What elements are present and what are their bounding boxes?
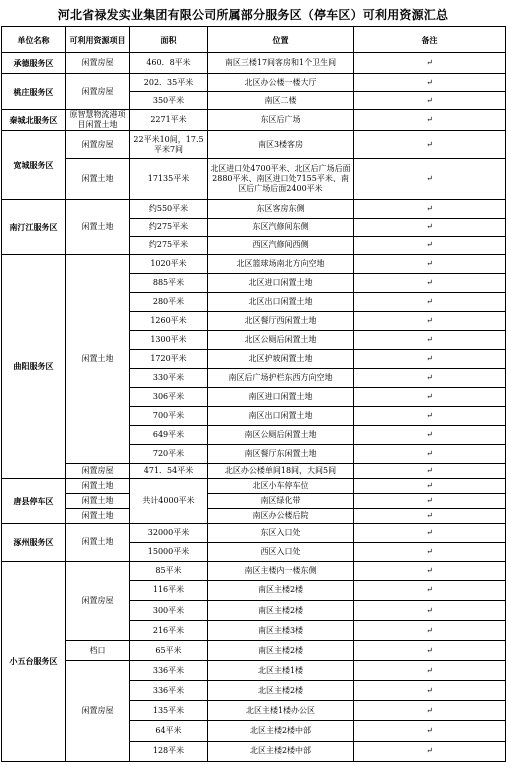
resource-type-cell: 档口: [66, 641, 130, 661]
remarks-cell: ↵: [354, 292, 506, 311]
resource-type-cell: 闲置土地: [66, 523, 130, 561]
table-row: [2, 561, 506, 580]
remarks-cell: ↵: [354, 331, 506, 350]
unit-name-cell: 桃庄服务区: [2, 74, 66, 110]
area-cell: 135平米: [130, 701, 208, 721]
remarks-cell: ↵: [354, 92, 506, 110]
area-cell: 15000平米: [130, 542, 208, 561]
table-row: [2, 131, 506, 159]
area-cell: 216平米: [130, 621, 208, 641]
table-row: [2, 523, 506, 542]
remarks-cell: ↵: [354, 600, 506, 620]
table-row: [2, 478, 506, 493]
location-cell: 北区进口闲置土地: [208, 273, 354, 292]
remarks-cell: ↵: [354, 350, 506, 369]
header-location: 位置: [208, 27, 354, 53]
area-cell: 共计4000平米: [130, 478, 208, 523]
location-cell: 北区主楼2楼中部: [208, 741, 354, 761]
location-cell: 北区主楼1楼: [208, 661, 354, 681]
remarks-cell: ↵: [354, 369, 506, 388]
resource-type-cell: 闲置土地: [66, 508, 130, 523]
remarks-cell: ↵: [354, 254, 506, 273]
area-cell: 202．35平米: [130, 74, 208, 92]
resource-type-cell: 闲置房屋: [66, 53, 130, 74]
remarks-cell: ↵: [354, 580, 506, 600]
resource-type-cell: 闲置土地: [66, 493, 130, 508]
remarks-cell: ↵: [354, 721, 506, 741]
area-cell: 65平米: [130, 641, 208, 661]
remarks-cell: ↵: [354, 273, 506, 292]
remarks-cell: ↵: [354, 110, 506, 131]
location-cell: 南区主楼2楼: [208, 580, 354, 600]
remarks-cell: ↵: [354, 131, 506, 159]
area-cell: 330平米: [130, 369, 208, 388]
location-cell: 北区公厕后闲置土地: [208, 331, 354, 350]
table-row: [2, 508, 506, 523]
location-cell: 北区篮球场南北方向空地: [208, 254, 354, 273]
resource-type-cell: 闲置房屋: [66, 561, 130, 640]
resource-type-cell: 闲置土地: [66, 199, 130, 254]
area-cell: 720平米: [130, 445, 208, 463]
table-row: [2, 254, 506, 273]
resource-type-cell: 闲置房屋: [66, 661, 130, 762]
location-cell: 南区餐厅东闲置土地: [208, 445, 354, 463]
location-cell: 南区办公楼后院: [208, 508, 354, 523]
remarks-cell: ↵: [354, 478, 506, 493]
remarks-cell: ↵: [354, 621, 506, 641]
remarks-cell: ↵: [354, 542, 506, 561]
remarks-cell: ↵: [354, 312, 506, 331]
area-cell: 306平米: [130, 388, 208, 407]
location-cell: 南区主楼2楼: [208, 641, 354, 661]
resource-type-cell: 闲置房屋: [66, 131, 130, 159]
area-cell: 约275平米: [130, 218, 208, 236]
location-cell: 东区汽修间东侧: [208, 218, 354, 236]
location-cell: 北区小车停车位: [208, 478, 354, 493]
area-cell: 85平米: [130, 561, 208, 580]
remarks-cell: ↵: [354, 445, 506, 463]
location-cell: 北区主楼1楼办公区: [208, 701, 354, 721]
table-row: [2, 110, 506, 131]
area-cell: 1720平米: [130, 350, 208, 369]
area-cell: 128平米: [130, 741, 208, 761]
table-row: [2, 641, 506, 661]
location-cell: 南区主楼3楼: [208, 621, 354, 641]
location-cell: 东区客房东侧: [208, 199, 354, 218]
remarks-cell: ↵: [354, 388, 506, 407]
remarks-cell: ↵: [354, 159, 506, 199]
remarks-cell: ↵: [354, 53, 506, 74]
location-cell: 西区入口处: [208, 542, 354, 561]
header-resource-item: 可利用资源项目: [66, 27, 130, 53]
location-cell: 南区主楼内一楼东侧: [208, 561, 354, 580]
resource-type-cell: 闲置房屋: [66, 74, 130, 110]
location-cell: 南区3楼客房: [208, 131, 354, 159]
area-cell: 460．8平米: [130, 53, 208, 74]
area-cell: 300平米: [130, 600, 208, 620]
unit-name-cell: 宽城服务区: [2, 131, 66, 199]
remarks-cell: ↵: [354, 74, 506, 92]
resource-type-cell: 闲置土地: [66, 159, 130, 199]
location-cell: 东区入口处: [208, 523, 354, 542]
table-row: [2, 53, 506, 74]
area-cell: 64平米: [130, 721, 208, 741]
unit-name-cell: 涿州服务区: [2, 523, 66, 561]
remarks-cell: ↵: [354, 218, 506, 236]
area-cell: 22平米10间，17.5平米7间: [130, 131, 208, 159]
location-cell: 北区出口闲置土地: [208, 292, 354, 311]
unit-name-cell: 唐县停车区: [2, 478, 66, 523]
resource-type-cell: 闲置土地: [66, 478, 130, 493]
table-row: [2, 199, 506, 218]
remarks-cell: ↵: [354, 426, 506, 445]
location-cell: 北区餐厅西闲置土地: [208, 312, 354, 331]
table-row: [2, 661, 506, 681]
area-cell: 649平米: [130, 426, 208, 445]
remarks-cell: ↵: [354, 463, 506, 478]
unit-name-cell: 承德服务区: [2, 53, 66, 74]
resource-table: [1, 26, 506, 762]
remarks-cell: ↵: [354, 641, 506, 661]
location-cell: 南区出口闲置土地: [208, 407, 354, 426]
area-cell: 280平米: [130, 292, 208, 311]
location-cell: 北区进口处4700平米、北区后广场后面2880平米、南区进口处7155平米、南区后广场后面2400平米: [208, 159, 354, 199]
area-cell: 32000平米: [130, 523, 208, 542]
resource-type-cell: 闲置土地: [66, 254, 130, 463]
header-remarks: 备注: [354, 27, 506, 53]
resource-type-cell: 闲置房屋: [66, 463, 130, 478]
area-cell: 17135平米: [130, 159, 208, 199]
remarks-cell: ↵: [354, 493, 506, 508]
location-cell: 北区主楼2楼中部: [208, 721, 354, 741]
area-cell: 2271平米: [130, 110, 208, 131]
location-cell: 南区绿化带: [208, 493, 354, 508]
location-cell: 南区后广场护栏东西方向空地: [208, 369, 354, 388]
location-cell: 西区汽修间西侧: [208, 236, 354, 254]
remarks-cell: ↵: [354, 236, 506, 254]
header-unit-name: 单位名称: [2, 27, 66, 53]
area-cell: 471．54平米: [130, 463, 208, 478]
area-cell: 116平米: [130, 580, 208, 600]
location-cell: 东区后广场: [208, 110, 354, 131]
remarks-cell: ↵: [354, 741, 506, 761]
area-cell: 336平米: [130, 661, 208, 681]
table-row: [2, 463, 506, 478]
area-cell: 350平米: [130, 92, 208, 110]
remarks-cell: ↵: [354, 508, 506, 523]
area-cell: 约275平米: [130, 236, 208, 254]
location-cell: 南区进口闲置土地: [208, 388, 354, 407]
unit-name-cell: 曲阳服务区: [2, 254, 66, 478]
header-row: [2, 27, 506, 53]
area-cell: 885平米: [130, 273, 208, 292]
location-cell: 北区护坡闲置土地: [208, 350, 354, 369]
area-cell: 1020平米: [130, 254, 208, 273]
location-cell: 北区办公楼单间18间，大间5间: [208, 463, 354, 478]
unit-name-cell: 小五台服务区: [2, 561, 66, 761]
table-row: [2, 493, 506, 508]
table-row: [2, 74, 506, 92]
area-cell: 700平米: [130, 407, 208, 426]
unit-name-cell: 南汀江服务区: [2, 199, 66, 254]
resource-type-cell: 原智慧物流港项目闲置土地: [66, 110, 130, 131]
remarks-cell: ↵: [354, 661, 506, 681]
location-cell: 南区公厕后闲置土地: [208, 426, 354, 445]
table-row: [2, 159, 506, 199]
area-cell: 约550平米: [130, 199, 208, 218]
area-cell: 1260平米: [130, 312, 208, 331]
area-cell: 1300平米: [130, 331, 208, 350]
remarks-cell: ↵: [354, 407, 506, 426]
remarks-cell: ↵: [354, 523, 506, 542]
location-cell: 北区办公楼一楼大厅: [208, 74, 354, 92]
table-body: [2, 27, 506, 762]
area-cell: 336平米: [130, 681, 208, 701]
location-cell: 南区三楼17间客房和1个卫生间: [208, 53, 354, 74]
location-cell: 南区二楼: [208, 92, 354, 110]
location-cell: 南区主楼2楼: [208, 600, 354, 620]
remarks-cell: ↵: [354, 681, 506, 701]
location-cell: 北区主楼2楼: [208, 681, 354, 701]
unit-name-cell: 秦城北服务区: [2, 110, 66, 131]
remarks-cell: ↵: [354, 199, 506, 218]
page-title: 河北省禄发实业集团有限公司所属部分服务区（停车区）可利用资源汇总: [57, 8, 449, 22]
remarks-cell: ↵: [354, 561, 506, 580]
remarks-cell: ↵: [354, 701, 506, 721]
header-area: 面积: [130, 27, 208, 53]
